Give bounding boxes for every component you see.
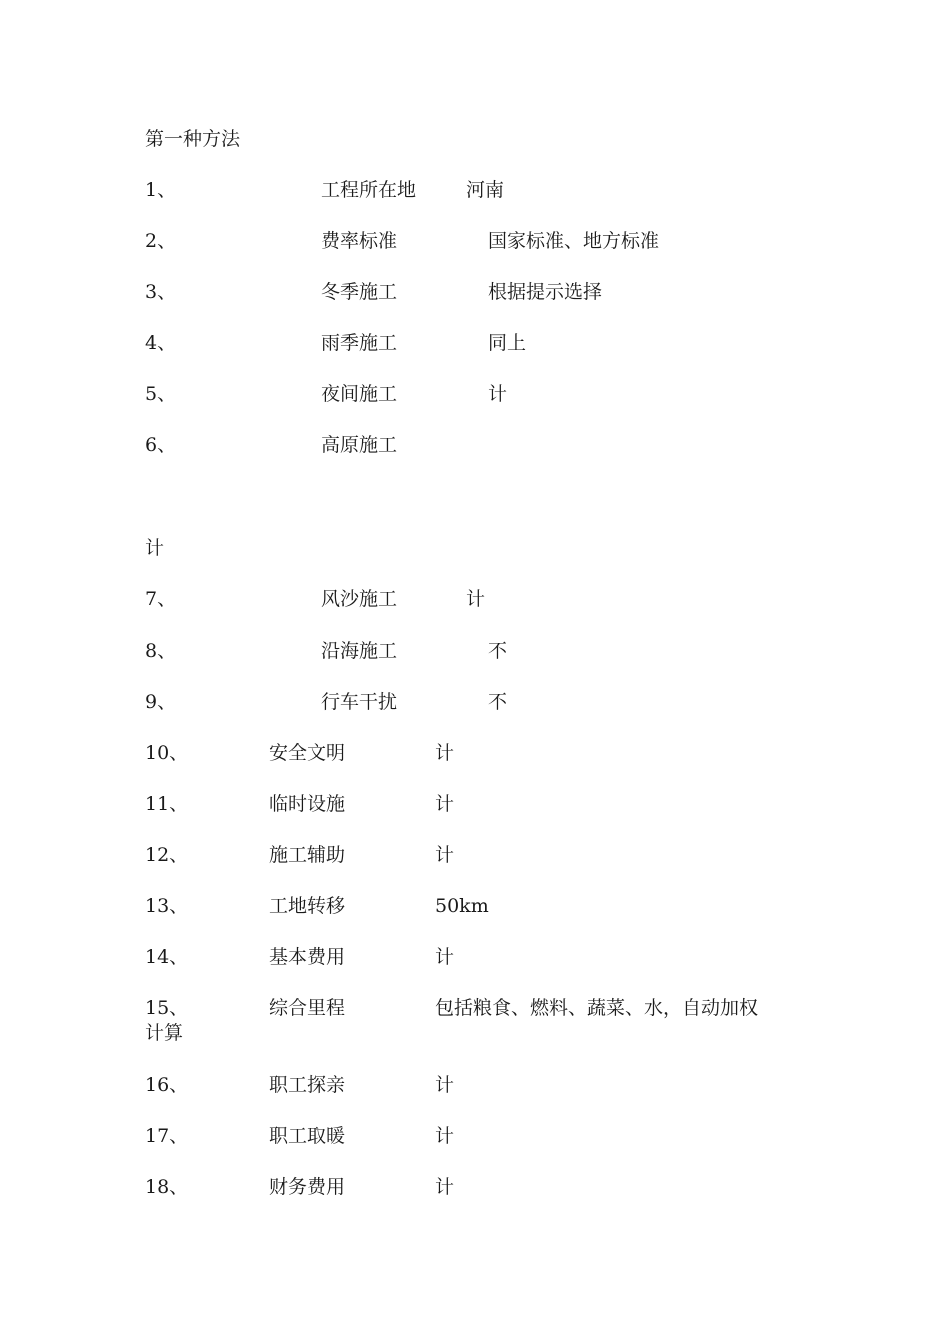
item-number: 4、 xyxy=(145,332,177,354)
item-name: 工地转移 xyxy=(269,895,346,917)
item-number: 17、 xyxy=(145,1125,189,1147)
item-value: 同上 xyxy=(488,332,527,354)
item-value-continuation: 计算 xyxy=(145,1022,184,1044)
item-name: 职工探亲 xyxy=(269,1074,346,1096)
item-name: 夜间施工 xyxy=(321,383,398,405)
item-name: 高原施工 xyxy=(321,434,398,456)
item-number: 12、 xyxy=(145,844,189,866)
item-value: 计 xyxy=(435,1176,455,1198)
item-number: 5、 xyxy=(145,383,177,405)
item-number: 1、 xyxy=(145,179,177,201)
item-value: 50km xyxy=(435,895,489,917)
item-name: 工程所在地 xyxy=(321,179,417,201)
item-number: 14、 xyxy=(145,946,189,968)
item-name: 财务费用 xyxy=(269,1176,346,1198)
item-name: 安全文明 xyxy=(269,742,346,764)
item-value: 包括粮食、燃料、蔬菜、水，自动加权 xyxy=(435,997,759,1019)
item-number: 7、 xyxy=(145,588,177,610)
item-name: 综合里程 xyxy=(269,997,346,1019)
item-value: 计 xyxy=(435,793,455,815)
item-number: 11、 xyxy=(145,793,189,815)
item-value: 河南 xyxy=(466,179,505,201)
item-number: 3、 xyxy=(145,281,177,303)
item-name: 施工辅助 xyxy=(269,844,346,866)
item-number: 2、 xyxy=(145,230,177,252)
item-value: 计 xyxy=(466,588,486,610)
item-name: 基本费用 xyxy=(269,946,346,968)
item-number: 16、 xyxy=(145,1074,189,1096)
item-value: 计 xyxy=(435,1074,455,1096)
item-number: 9、 xyxy=(145,691,177,713)
item-value: 计 xyxy=(435,946,455,968)
item-value: 计 xyxy=(488,383,508,405)
item-name: 费率标准 xyxy=(321,230,398,252)
item-value: 计 xyxy=(435,844,455,866)
item-number: 18、 xyxy=(145,1176,189,1198)
item-value: 计 xyxy=(435,1125,455,1147)
item-name: 行车干扰 xyxy=(321,691,398,713)
item-name: 职工取暖 xyxy=(269,1125,346,1147)
item-number: 8、 xyxy=(145,640,177,662)
item-number: 13、 xyxy=(145,895,189,917)
document-heading: 第一种方法 xyxy=(145,128,241,150)
item-value-continuation: 计 xyxy=(145,537,165,559)
item-number: 15、 xyxy=(145,997,189,1019)
item-number: 10、 xyxy=(145,742,189,764)
item-value: 计 xyxy=(435,742,455,764)
item-value: 国家标准、地方标准 xyxy=(488,230,660,252)
item-name: 冬季施工 xyxy=(321,281,398,303)
item-value: 不 xyxy=(488,640,508,662)
item-number: 6、 xyxy=(145,434,177,456)
item-name: 临时设施 xyxy=(269,793,346,815)
item-name: 雨季施工 xyxy=(321,332,398,354)
item-name: 沿海施工 xyxy=(321,640,398,662)
item-value: 不 xyxy=(488,691,508,713)
item-value: 根据提示选择 xyxy=(488,281,603,303)
item-name: 风沙施工 xyxy=(321,588,398,610)
